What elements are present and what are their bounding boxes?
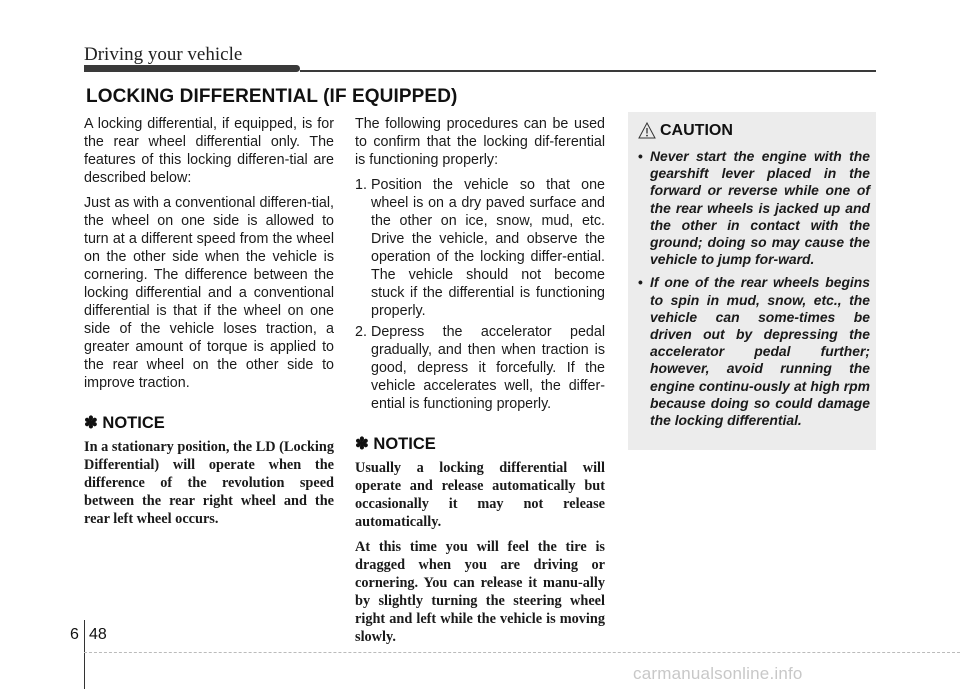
caution-heading: CAUTION bbox=[660, 122, 733, 139]
procedure-list bbox=[355, 176, 605, 413]
notice-heading: ✽ NOTICE bbox=[84, 414, 165, 432]
column-2 bbox=[355, 115, 605, 653]
page-number: 48 bbox=[89, 626, 107, 643]
caution-list bbox=[638, 148, 870, 435]
description-paragraph: Just as with a conventional differen-tial, the wheel on one side is allowed to turn at a different speed from the wheel on the other side when the vehicle is cornering. The difference between the locking differential and a conventional differential is that if the wheel on one side of the vehicle loses traction, a greater amount of torque is applied to the rear wheel on the other side to improve traction. bbox=[84, 195, 334, 391]
notice-heading: ✽ NOTICE bbox=[355, 435, 436, 453]
procedure-intro: The following procedures can be used to confirm that the locking dif-ferential is functioning properly: bbox=[355, 116, 605, 168]
column-1 bbox=[84, 115, 334, 535]
notice-body-continued: At this time you will feel the tire is dragged when you are driving or cornering. You can release it manu-ally by slightly turning the steering wheel right and left while the vehicle is moving slowly. bbox=[355, 539, 605, 645]
intro-paragraph: A locking differential, if equipped, is for the rear wheel differential only. The features of this locking differen-tial are described below: bbox=[84, 116, 334, 186]
step-text: Position the vehicle so that one wheel is on a dry paved surface and the other on ice, snow, mud, etc. Drive the vehicle, and observe the operation of the locking differ-ential. The vehicle should not become stuck if the differential is functioning properly. bbox=[371, 177, 605, 319]
bullet-icon: • bbox=[638, 274, 643, 291]
chapter-number: 6 bbox=[70, 626, 79, 643]
notice-body: Usually a locking differential will operate and release automatically but occasionally it may not release automatically. bbox=[355, 460, 605, 530]
page-divider bbox=[84, 620, 85, 689]
procedure-step bbox=[355, 323, 605, 413]
header-bar bbox=[84, 65, 300, 72]
caution-item bbox=[638, 274, 870, 429]
caution-box bbox=[628, 112, 876, 450]
header-title: Driving your vehicle bbox=[84, 44, 243, 65]
caution-text: Never start the engine with the gearshift lever placed in the forward or reverse while one of the rear wheels is jacked up and the other in contact with the ground; doing so may cause the vehicle to jump for-ward. bbox=[650, 148, 870, 268]
caution-text: If one of the rear wheels begins to spin in mud, snow, etc., the vehicle can some-times be driven out by depressing the accelerator pedal further; however, avoid running the engine continu-ously at high rpm because doing so could damage the locking differential. bbox=[650, 274, 870, 429]
step-text: Depress the accelerator pedal gradually, and then when traction is good, depress it forcefully. If the vehicle accelerates well, the differ-ential is functioning properly. bbox=[371, 324, 605, 412]
notice-body: In a stationary position, the LD (Locking Differential) will operate when the difference of the revolution speed between the rear right wheel and the rear left wheel occurs. bbox=[84, 439, 334, 527]
watermark: carmanualsonline.info bbox=[633, 664, 803, 683]
warning-triangle-icon bbox=[638, 122, 656, 144]
section-heading: LOCKING DIFFERENTIAL (IF EQUIPPED) bbox=[86, 86, 458, 107]
step-number: 1. bbox=[355, 177, 367, 193]
footer-rule bbox=[84, 652, 960, 654]
bullet-icon: • bbox=[638, 148, 643, 164]
header-rule bbox=[300, 70, 876, 72]
procedure-step bbox=[355, 176, 605, 320]
caution-item bbox=[638, 148, 870, 268]
step-number: 2. bbox=[355, 324, 367, 340]
